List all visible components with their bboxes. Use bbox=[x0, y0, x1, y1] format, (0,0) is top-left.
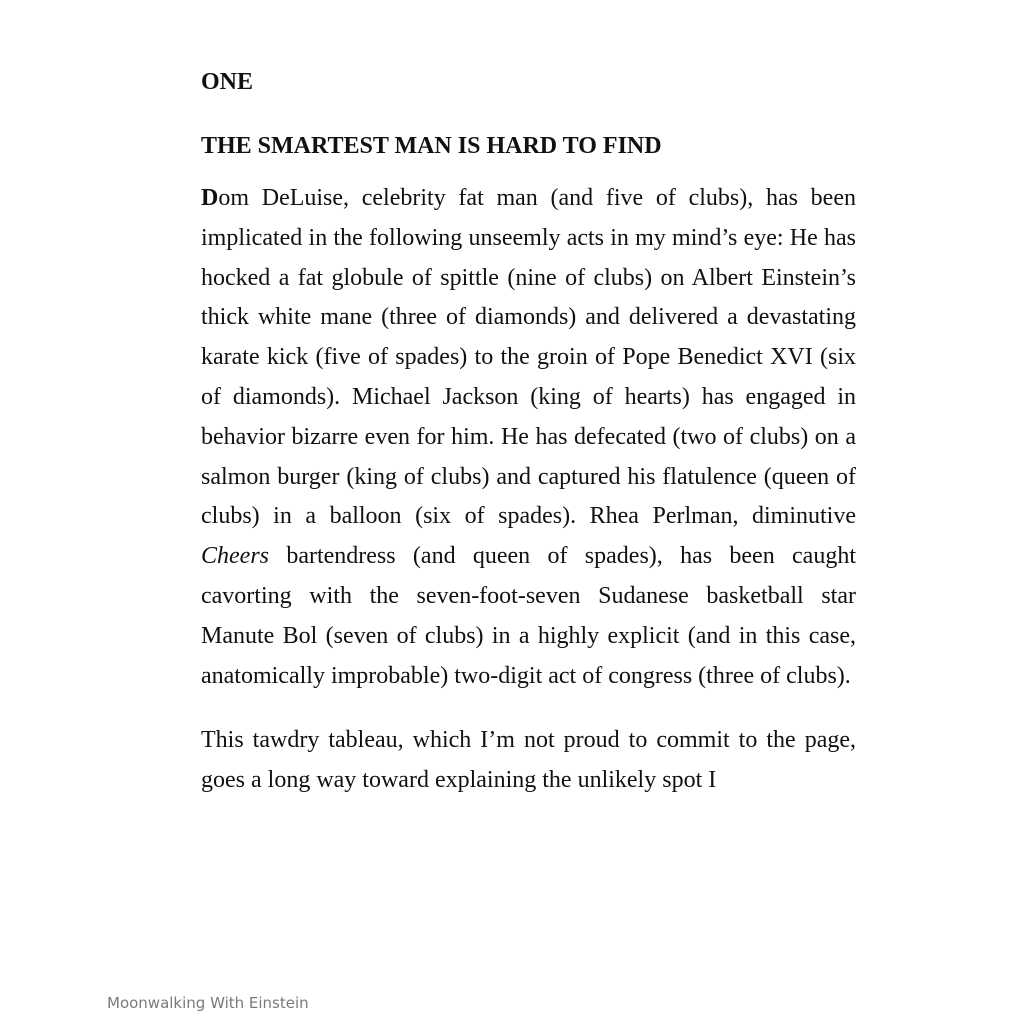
chapter-title: THE SMARTEST MAN IS HARD TO FIND bbox=[201, 133, 662, 159]
paragraph-1-text-b: bartendress (and queen of spades), has been caught cavorting with the seven-foot-seven Sudanese basketball star Manute Bol (seven of clubs) in a highly explicit (and in this case, anatomically improbable) two-digit act of congress (three of clubs). bbox=[201, 543, 856, 689]
body-paragraph-2: This tawdry tableau, which I’m not proud to commit to the page, goes a long way toward explaining the unlikely spot I bbox=[201, 727, 856, 794]
paragraph-1-text-a: om DeLuise, celebrity fat man (and five of clubs), has been implicated in the following unseemly acts in my mind’s eye: He has hocked a fat globule of spittle (nine of clubs) on Albert Einstein’s thick white mane (three of diamonds) and delivered a devastating karate kick (five of spades) to the groin of Pope Benedict XVI (six of diamonds). Michael Jackson (king of hearts) has engaged in behavior bizarre even for him. He has defecated (two of clubs) on a salmon burger (king of clubs) and captured his flatulence (queen of clubs) in a balloon (six of spades). Rhea Perlman, diminutive bbox=[201, 185, 856, 530]
chapter-number: ONE bbox=[201, 69, 254, 95]
italic-title-cheers: Cheers bbox=[201, 543, 269, 570]
footer-book-title: Moonwalking With Einstein bbox=[107, 994, 309, 1012]
body-paragraph-1 bbox=[201, 179, 856, 696]
paragraph-initial: D bbox=[201, 185, 219, 211]
page-content bbox=[201, 62, 856, 801]
